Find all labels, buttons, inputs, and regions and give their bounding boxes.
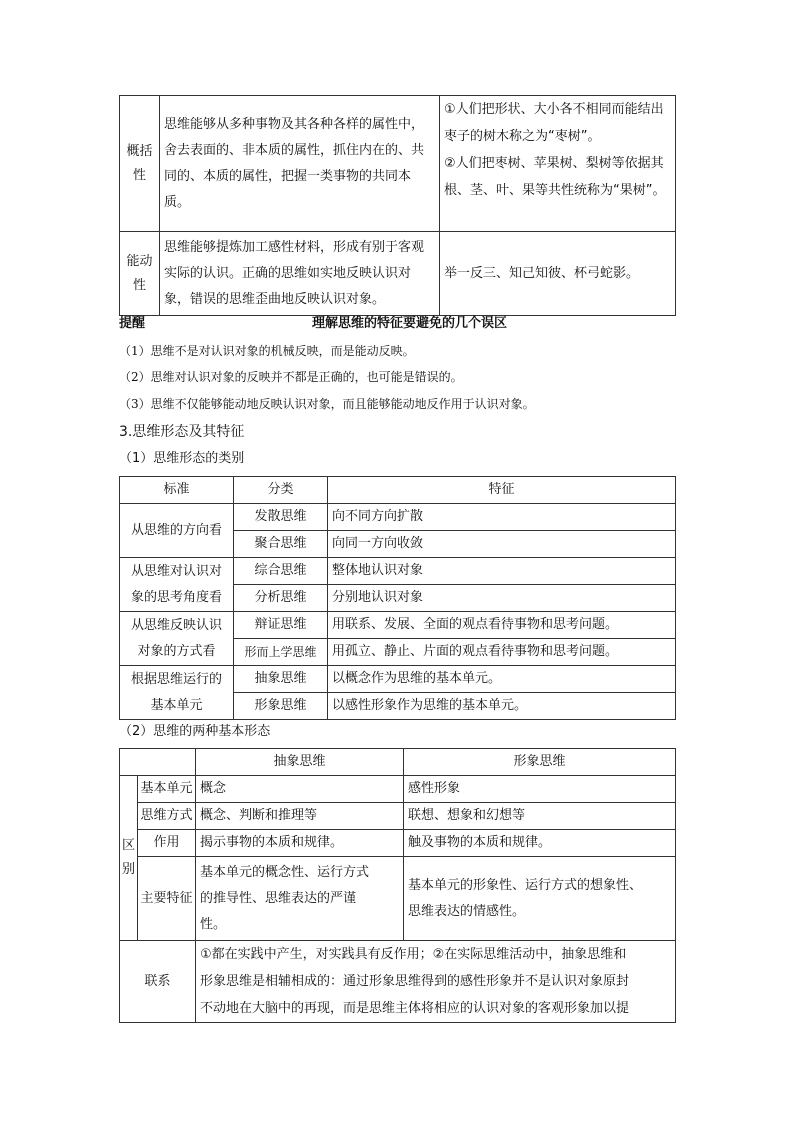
feature-cell: 用孤立、静止、片面的观点看待事物和思考问题。	[328, 639, 676, 666]
trait-description: 思维能够从多种事物及其各种各样的属性中，舍去表面的、非本质的属性，抓住内在的、共同的、本质的属性，把握一类事物的共同本质。	[160, 96, 440, 232]
thinking-types-table	[119, 476, 676, 720]
trait-example: 举一反三、知己知彼、杯弓蛇影。	[440, 232, 676, 316]
table-row	[120, 857, 676, 941]
reminder-item: （3）思维不仅能够能动地反映认识对象，而且能够能动地反作用于认识对象。	[119, 397, 535, 411]
standard-cell: 从思维反映认识 对象的方式看	[120, 612, 234, 666]
standard-cell: 从思维对认识对 象的思考角度看	[120, 558, 234, 612]
column-header: 标准	[120, 477, 234, 504]
table-header-row	[120, 749, 676, 776]
table-header-row	[120, 477, 676, 504]
table-row	[120, 612, 676, 639]
column-header: 特征	[328, 477, 676, 504]
reminder-item: （1）思维不是对认识对象的机械反映，而是能动反映。	[119, 344, 415, 358]
trait-row-initiative	[120, 232, 676, 316]
abstract-cell: 揭示事物的本质和规律。	[196, 830, 404, 857]
column-header: 形象思维	[404, 749, 676, 776]
table-row	[120, 504, 676, 531]
trait-label: 能动 性	[120, 232, 160, 316]
category-cell: 形而上学思维	[234, 639, 328, 666]
image-cell: 基本单元的形象性、运行方式的想象性、 思维表达的情感性。	[404, 857, 676, 941]
abstract-cell: 概念	[196, 776, 404, 803]
table-row	[120, 558, 676, 585]
category-cell: 抽象思维	[234, 666, 328, 693]
row-label: 主要特征	[138, 857, 196, 941]
feature-cell: 整体地认识对象	[328, 558, 676, 585]
category-cell: 发散思维	[234, 504, 328, 531]
trait-example: ①人们把形状、大小各不相同而能结出枣子的树木称之为“枣树”。 ②人们把枣树、苹果树、梨树等依据其根、茎、叶、果等共性统称为“果树”。	[440, 96, 676, 232]
category-cell: 形象思维	[234, 693, 328, 720]
abstract-cell: 概念、判断和推理等	[196, 803, 404, 830]
link-text: ①都在实践中产生，对实践具有反作用；②在实际思维活动中，抽象思维和 形象思维是相辅相成的：通过形象思维得到的感性形象并不是认识对象原封 不动地在大脑中的再现，而是思维主体将相应的认识对象的客观形象加以提	[196, 941, 676, 1023]
traits-table	[119, 95, 676, 316]
category-cell: 聚合思维	[234, 531, 328, 558]
feature-cell: 分别地认识对象	[328, 585, 676, 612]
column-header: 抽象思维	[196, 749, 404, 776]
subsection-heading: （2）思维的两种基本形态	[119, 724, 271, 739]
feature-cell: 向不同方向扩散	[328, 504, 676, 531]
trait-description: 思维能够提炼加工感性材料，形成有别于客观实际的认识。正确的思维如实地反映认识对象，错误的思维歪曲地反映认识对象。	[160, 232, 440, 316]
standard-cell: 从思维的方向看	[120, 504, 234, 558]
feature-cell: 用联系、发展、全面的观点看待事物和思考问题。	[328, 612, 676, 639]
row-label: 基本单元	[138, 776, 196, 803]
table-row	[120, 776, 676, 803]
trait-label: 概括 性	[120, 96, 160, 232]
reminder-label: 提醒	[119, 316, 146, 331]
table-row	[120, 941, 676, 1023]
thinking-forms-table	[119, 748, 676, 1023]
image-cell: 联想、想象和幻想等	[404, 803, 676, 830]
trait-row-generality	[120, 96, 676, 232]
abstract-cell: 基本单元的概念性、运行方式 的推导性、思维表达的严谨 性。	[196, 857, 404, 941]
image-cell: 感性形象	[404, 776, 676, 803]
section-heading: 3.思维形态及其特征	[119, 424, 245, 440]
table-row	[120, 830, 676, 857]
row-label: 作用	[138, 830, 196, 857]
header-blank	[120, 749, 196, 776]
table-row	[120, 803, 676, 830]
link-label: 联系	[120, 941, 196, 1023]
subsection-heading: （1）思维形态的类别	[119, 451, 245, 466]
image-cell: 触及事物的本质和规律。	[404, 830, 676, 857]
standard-cell: 根据思维运行的 基本单元	[120, 666, 234, 720]
category-cell: 综合思维	[234, 558, 328, 585]
row-label: 思维方式	[138, 803, 196, 830]
feature-cell: 以感性形象作为思维的基本单元。	[328, 693, 676, 720]
difference-label: 区 别	[120, 776, 138, 941]
reminder-item: （2）思维对认识对象的反映并不都是正确的，也可能是错误的。	[119, 370, 463, 384]
category-cell: 辩证思维	[234, 612, 328, 639]
feature-cell: 以概念作为思维的基本单元。	[328, 666, 676, 693]
feature-cell: 向同一方向收敛	[328, 531, 676, 558]
column-header: 分类	[234, 477, 328, 504]
category-cell: 分析思维	[234, 585, 328, 612]
reminder-title: 理解思维的特征要避免的几个误区	[312, 316, 508, 331]
table-row	[120, 666, 676, 693]
